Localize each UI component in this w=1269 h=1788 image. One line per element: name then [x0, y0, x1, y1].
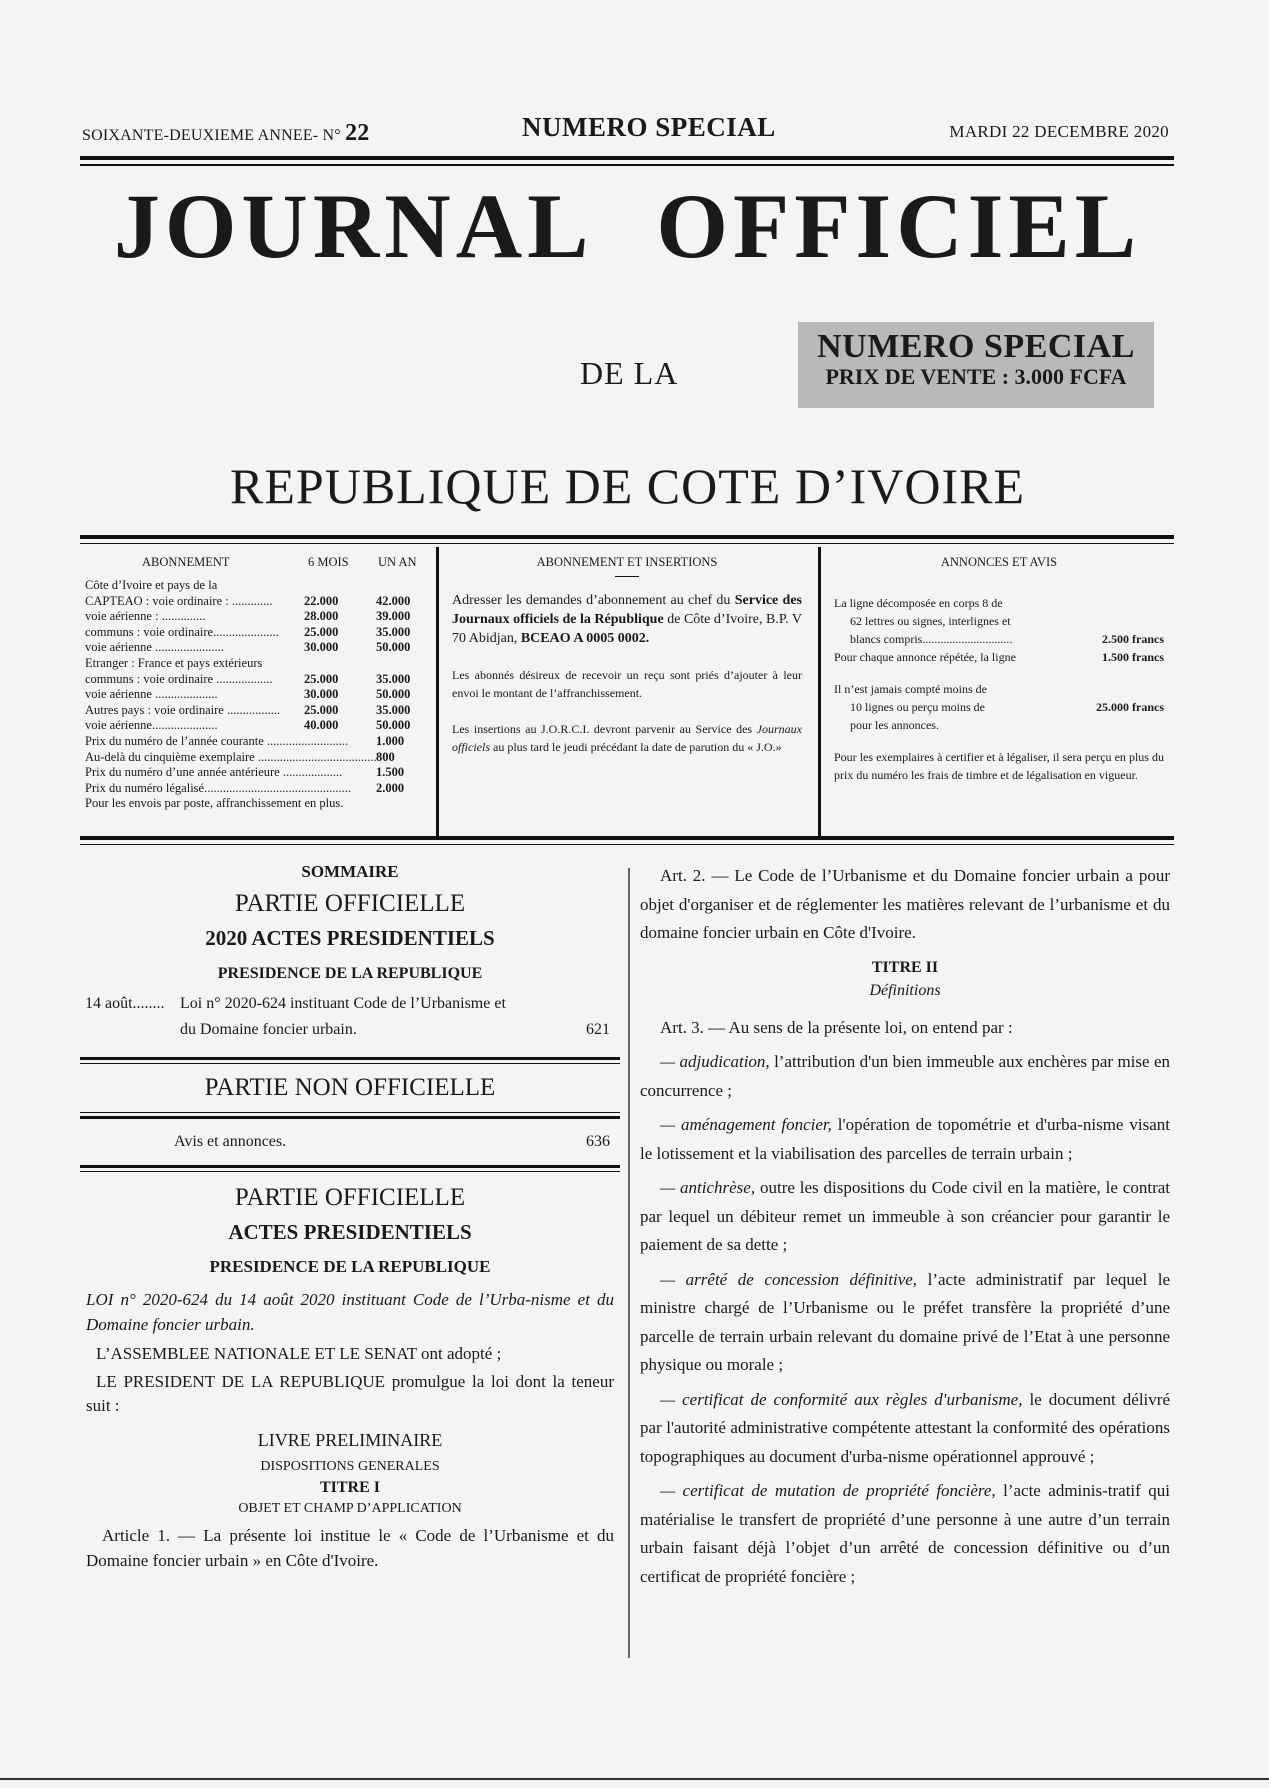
abonnement-row-1y: 39.000 [376, 609, 411, 624]
abonnement-row [80, 656, 430, 672]
partie-officielle-heading: PARTIE OFFICIELLE [234, 1184, 466, 1211]
definition-item [640, 1477, 1170, 1591]
definition-text: l’acte administratif par lequel le ministre chargé de l’Urbanisme ou le préfet transfère la propriété d’une parcelle de terrain urbain relevant du domaine privé de l’Etat à une personne physique ou morale ; [640, 1269, 1170, 1374]
sommaire-actes: 2020 ACTES PRESIDENTIELS [205, 926, 495, 950]
column-divider [628, 868, 630, 1658]
sommaire-rule-thin [80, 1063, 620, 1064]
insertions-service-name: Service des Journaux officiels de la République [452, 593, 803, 627]
abonnement-row [80, 734, 430, 750]
abonnement-row-1y: 2.000 [376, 780, 405, 795]
abonnement-row [80, 687, 430, 703]
annonces-price: 1.500 francs [1102, 650, 1164, 664]
sommaire [80, 862, 620, 1573]
abonnement-row [80, 672, 430, 688]
subs-rule-bottom [80, 836, 1174, 840]
definition-item [640, 1386, 1170, 1472]
special-price-box [798, 322, 1154, 408]
abonnement-row [80, 609, 430, 625]
abonnement-row-label: Côte d’Ivoire et pays de la [85, 578, 218, 592]
definition-term: — arrêté de concession définitive, [660, 1269, 918, 1289]
abonnement-row-1y: 42.000 [376, 593, 411, 608]
insertions-address [452, 591, 802, 648]
de-la-text: DE LA [580, 355, 679, 391]
insertions-deadline-a: Les insertions au J.O.R.C.I. devront parvenir au Service des [452, 722, 753, 736]
objet-heading: OBJET ET CHAMP D’APPLICATION [238, 1501, 462, 1516]
insertions-deadline-b: au plus tard le jeudi précédant la date de parution du « J.O.» [493, 740, 782, 754]
abonnement-row-label: voie aérienne ...................... [85, 640, 224, 655]
annonces-price: 2.500 francs [1102, 632, 1164, 646]
actes-heading: ACTES PRESIDENTIELS [228, 1220, 472, 1244]
adopted-line: L’ASSEMBLEE NATIONALE ET LE SENAT ont adopté ; [96, 1344, 502, 1363]
right-column [640, 862, 1170, 1591]
abonnement-row-6m: 25.000 [304, 702, 339, 717]
abonnement-row-1y: 1.500 [376, 765, 405, 780]
annonces-line: La ligne décomposée en corps 8 de [834, 596, 1003, 610]
abonnement-row-label: Au-delà du cinquième exemplaire ...................................... [85, 749, 377, 764]
annonces-line: 62 lettres ou signes, interlignes et [850, 614, 1011, 628]
insertions-address-line1: Adresser les demandes d’abonnement au chef du [452, 593, 731, 608]
definition-term: — certificat de conformité aux règles d'urbanisme, [660, 1389, 1023, 1409]
definition-text: l’acte adminis-tratif qui matérialise le transfert de propriété d’une personne à une autre d’un terrain urbain faisant déjà l’objet d’un arrêté de concession définitive ou d’un certificat de propriété foncière ; [640, 1481, 1170, 1586]
insertions-account: BCEAO A 0005 0002. [520, 631, 650, 646]
abonnement-row-6m: 25.000 [304, 624, 339, 639]
abonnement-row [80, 640, 430, 656]
insertions-receipt-note: Les abonnés désireux de recevoir un reçu sont priés d’ajouter à leur envoi le montant de l’affranchissement. [452, 668, 802, 700]
livre-heading: LIVRE PRELIMINAIRE [257, 1430, 443, 1450]
annonces-header: ANNONCES ET AVIS [940, 555, 1058, 569]
sommaire-rule [80, 1116, 620, 1119]
page-bottom-edge [0, 1778, 1269, 1780]
definition-text: l’attribution d'un bien immeuble aux enchères par mise en concurrence ; [640, 1052, 1170, 1100]
special-edition-label: NUMERO SPECIAL [522, 112, 776, 142]
insertions-header: ABONNEMENT ET INSERTIONS [536, 555, 718, 569]
abonnement-rows [80, 578, 430, 812]
insertions-column [442, 535, 812, 835]
annonces-line-text: Pour chaque annonce répétée, la ligne [834, 650, 1016, 664]
sommaire-presidence: PRESIDENCE DE LA REPUBLIQUE [217, 965, 483, 982]
annonces-line: pour les annonces. [850, 718, 939, 732]
abonnement-row-label: Etranger : France et pays extérieurs [85, 655, 263, 670]
promulgue-line: LE PRESIDENT DE LA REPUBLIQUE promulgue la loi dont la teneur suit : [86, 1372, 614, 1415]
annonces-column [824, 535, 1174, 835]
header-dash [615, 576, 639, 577]
sommaire-title: SOMMAIRE [301, 862, 399, 881]
definition-text: l'opération de topométrie et d'urba-nisme visant le lotissement et la viabilisation des parcelles de terrain urbain ; [640, 1115, 1170, 1163]
definition-term: — aménagement foncier, [660, 1115, 832, 1134]
abonnement-row [80, 578, 430, 594]
edition-line [82, 120, 369, 147]
abonnement-row-label: Prix du numéro d’une année antérieure ................... [85, 765, 343, 780]
abonnement-title: ABONNEMENT [142, 555, 230, 569]
sommaire-rule-thin [80, 1171, 620, 1172]
abonnement-row-label: CAPTEAO : voie ordinaire : ............. [85, 593, 273, 608]
country-title: REPUBLIQUE DE COTE D’IVOIRE [230, 458, 1025, 514]
header-rule-bottom [80, 164, 1174, 166]
titre-heading: TITRE I [319, 1479, 381, 1496]
abonnement-row [80, 625, 430, 641]
sommaire-entry[interactable] [80, 991, 620, 1043]
subs-rule-bottom-thin [80, 844, 1174, 845]
abonnement-row-6m: 40.000 [304, 718, 339, 733]
issue-date: MARDI 22 DECEMBRE 2020 [949, 122, 1169, 141]
journal-title: JOURNAL OFFICIEL [113, 175, 1142, 277]
annonces-line-text: blancs compris.............................. [850, 632, 1013, 646]
one-year-header: UN AN [378, 555, 417, 569]
abonnement-row-label: voie aérienne .................... [85, 687, 218, 702]
annonces-line-text: 10 lignes ou perçu moins de [850, 700, 985, 714]
edition-label: SOIXANTE-DEUXIEME ANNEE- N° [82, 127, 341, 144]
abonnement-row-label: Pour les envois par poste, affranchissement en plus. [85, 796, 344, 811]
annonces-certification-note: Pour les exemplaires à certifier et à légaliser, il sera perçu en plus du prix du numéro les frais de timbre et de légalisation en vigueur. [834, 750, 1164, 782]
presidence-heading: PRESIDENCE DE LA REPUBLIQUE [209, 1257, 491, 1276]
insertions-deadline-note [452, 720, 802, 756]
sommaire-rule [80, 1057, 620, 1060]
abonnement-row-label: Autres pays : voie ordinaire ................. [85, 702, 281, 717]
article-1: Article 1. — La présente loi institue le « Code de l’Urbanisme et du Domaine foncier urbain » en Côte d'Ivoire. [86, 1526, 614, 1570]
six-months-header: 6 MOIS [308, 555, 349, 569]
definition-term: — certificat de mutation de propriété foncière, [660, 1481, 996, 1500]
abonnement-row [80, 703, 430, 719]
abonnement-row-6m: 25.000 [304, 671, 339, 686]
abonnement-row-label: Prix du numéro légalisé............................................... [85, 780, 351, 795]
annonces-line: Il n’est jamais compté moins de [834, 682, 987, 696]
abonnement-row [80, 594, 430, 610]
abonnement-row-label: voie aérienne..................... [85, 718, 218, 733]
definition-item [640, 1111, 1170, 1168]
issue-number: 22 [345, 120, 370, 146]
abonnement-row-1y: 1.000 [376, 733, 405, 748]
titre-2-heading: TITRE II [871, 958, 939, 976]
abonnement-row-1y: 35.000 [376, 702, 411, 717]
abonnement-row [80, 781, 430, 797]
definitions-list [640, 1048, 1170, 1591]
column-separator [818, 547, 821, 837]
abonnement-header [80, 555, 430, 575]
sommaire-rule-thin [80, 1112, 620, 1113]
abonnement-row-1y: 800 [376, 749, 395, 764]
definition-term: — adjudication, [660, 1052, 770, 1071]
abonnement-row-1y: 50.000 [376, 640, 411, 655]
dispositions-heading: DISPOSITIONS GENERALES [260, 1459, 440, 1474]
sommaire-partie-non-officielle: PARTIE NON OFFICIELLE [204, 1074, 496, 1101]
insertions-address-line3: de Côte d’Ivoire, B.P. V 70 Abidjan, [452, 612, 802, 646]
abonnement-row-label: voie aérienne : .............. [85, 609, 206, 624]
abonnement-row [80, 750, 430, 766]
abonnement-row-1y: 50.000 [376, 687, 411, 702]
annonces-line [834, 698, 1164, 716]
annonces-line [834, 648, 1164, 666]
abonnement-row-label: communs : voie ordinaire..................... [85, 624, 279, 639]
abonnement-row [80, 718, 430, 734]
special-box-price: PRIX DE VENTE : 3.000 FCFA [825, 364, 1127, 389]
definition-term: — antichrèse, [660, 1178, 756, 1197]
abonnement-row-6m: 30.000 [304, 640, 339, 655]
issue-header [82, 112, 1169, 152]
header-rule-top [80, 156, 1174, 160]
sommaire-partie-officielle: PARTIE OFFICIELLE [234, 890, 466, 917]
abonnement-row [80, 796, 430, 812]
abonnement-row-label: Prix du numéro de l’année courante .......................... [85, 733, 349, 748]
abonnement-row-label: communs : voie ordinaire .................. [85, 671, 273, 686]
sommaire-avis-page: 636 [586, 1133, 610, 1150]
definitions-heading: Définitions [869, 981, 941, 999]
column-separator [436, 547, 439, 837]
abonnement-row-6m: 22.000 [304, 593, 339, 608]
abonnement-row-1y: 35.000 [376, 624, 411, 639]
abonnement-row-6m: 30.000 [304, 687, 339, 702]
sommaire-rule [80, 1165, 620, 1168]
definition-item [640, 1174, 1170, 1260]
abonnement-row [80, 765, 430, 781]
subscription-block [80, 535, 1174, 835]
annonces-price: 25.000 francs [1096, 700, 1164, 714]
special-box-title: NUMERO SPECIAL [817, 328, 1135, 365]
annonces-line [834, 630, 1164, 648]
sommaire-entry-date: 14 août........ [85, 995, 165, 1012]
definition-item [640, 1048, 1170, 1105]
sommaire-avis-text: Avis et annonces. [174, 1133, 287, 1150]
definition-text: outre les dispositions du Code civil en la matière, le contrat par lequel un débiteur remet un immeuble à son créancier pour garantir le paiement de sa dette ; [640, 1178, 1170, 1254]
sommaire-entry-page: 621 [586, 1021, 610, 1038]
article-3: Art. 3. — Au sens de la présente loi, on entend par : [660, 1017, 1013, 1037]
definition-item [640, 1266, 1170, 1380]
sommaire-avis-entry[interactable] [80, 1129, 620, 1159]
insertions-deadline-italic: Journaux officiels [452, 722, 802, 754]
loi-title: LOI n° 2020-624 du 14 août 2020 instituant Code de l’Urba-nisme et du Domaine foncier urbain. [86, 1290, 614, 1334]
sommaire-entry-text: Loi n° 2020-624 instituant Code de l’Urbanisme et [180, 995, 506, 1012]
abonnement-row-6m: 28.000 [304, 609, 339, 624]
abonnement-row-1y: 35.000 [376, 671, 411, 686]
sommaire-entry-text: du Domaine foncier urbain. [180, 1021, 357, 1038]
definition-text: le document délivré par l'autorité administrative compétente attestant la conformité des opérations topographiques au document d'urba-nisme opérationnel approuvé ; [640, 1389, 1170, 1466]
abonnement-column [80, 535, 430, 835]
abonnement-row-1y: 50.000 [376, 718, 411, 733]
article-2: Art. 2. — Le Code de l’Urbanisme et du Domaine foncier urbain a pour objet d'organiser et de réglementer les matières relevant de l’urbanisme et du domaine foncier urbain en Côte d'Ivoire. [640, 866, 1170, 942]
